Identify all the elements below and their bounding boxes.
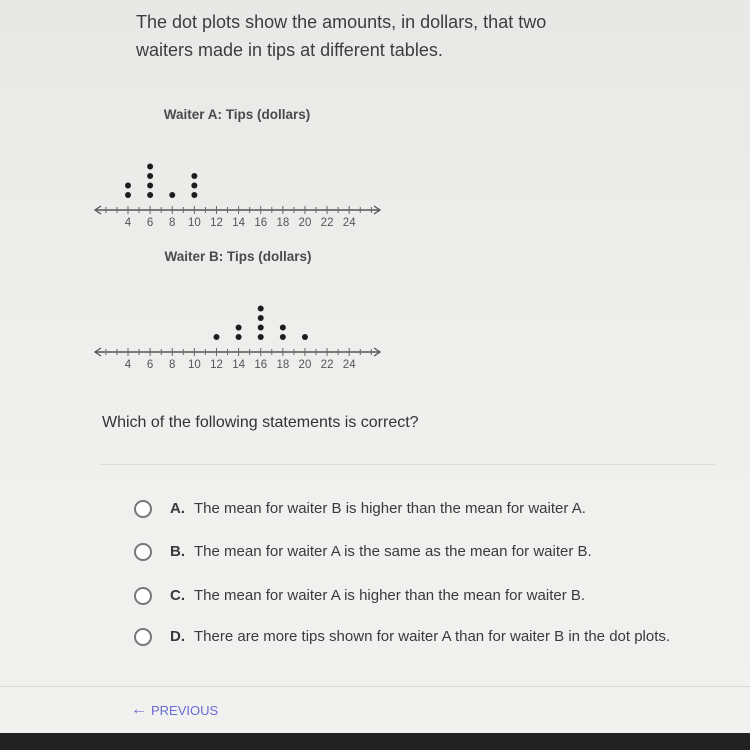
choice-text-d: There are more tips shown for waiter A than for waiter B in the dot plots. — [194, 628, 671, 645]
choice-text-b: The mean for waiter A is the same as the mean for waiter B. — [194, 543, 592, 560]
tick-label: 22 — [320, 217, 334, 229]
tick-label: 16 — [254, 217, 268, 229]
tick-label: 22 — [320, 359, 334, 371]
question-text — [136, 8, 656, 64]
data-dot — [191, 173, 197, 179]
dot-plot-waiter-a — [0, 130, 750, 240]
tick-label: 8 — [169, 217, 176, 229]
tick-label: 12 — [210, 359, 223, 371]
data-dot — [147, 173, 153, 179]
data-dot — [258, 334, 264, 340]
data-dot — [169, 192, 175, 198]
tick-label: 6 — [146, 359, 154, 371]
previous-label: PREVIOUS — [151, 702, 219, 718]
footer-divider — [0, 686, 750, 687]
tick-label: 20 — [298, 359, 312, 371]
tick-label: 4 — [124, 217, 132, 229]
data-dot — [258, 306, 264, 312]
choice-letter-d: D. — [170, 628, 185, 645]
choice-letter-c: C. — [170, 587, 185, 604]
dot-plot-waiter-b — [0, 272, 750, 382]
tick-label: 10 — [187, 359, 201, 371]
choice-text-c: The mean for waiter A is higher than the mean for waiter B. — [194, 587, 586, 604]
data-dot — [302, 334, 308, 340]
radio-button-c[interactable] — [134, 587, 152, 605]
bottom-bar — [0, 733, 750, 750]
tick-label: 16 — [254, 359, 268, 371]
tick-label: 8 — [169, 359, 176, 371]
plot-a-title: Waiter A: Tips (dollars) — [163, 107, 311, 122]
data-dot — [280, 334, 286, 340]
choice-letter-b: B. — [170, 543, 185, 560]
data-dot — [236, 334, 242, 340]
data-dot — [236, 325, 242, 331]
divider — [100, 464, 715, 465]
choice-text-a: The mean for waiter B is higher than the mean for waiter A. — [194, 500, 586, 517]
radio-button-d[interactable] — [134, 628, 152, 646]
data-dot — [213, 334, 219, 340]
data-dot — [125, 183, 131, 189]
tick-label: 14 — [232, 217, 245, 229]
tick-label: 24 — [342, 359, 356, 371]
tick-label: 10 — [187, 217, 201, 229]
tick-label: 20 — [298, 217, 312, 229]
data-dot — [258, 325, 264, 331]
data-dot — [125, 192, 131, 198]
data-dot — [280, 325, 286, 331]
data-dot — [147, 164, 153, 170]
choice-a[interactable] — [134, 499, 714, 519]
previous-button[interactable] — [131, 701, 218, 719]
choice-letter-a: A. — [170, 500, 185, 517]
tick-label: 12 — [210, 217, 223, 229]
data-dot — [147, 192, 153, 198]
data-dot — [258, 315, 264, 321]
plot-b-title: Waiter B: Tips (dollars) — [164, 249, 312, 264]
radio-button-b[interactable] — [134, 543, 152, 561]
question-line-1: The dot plots show the amounts, in dollars, that two — [136, 12, 547, 32]
choice-c[interactable] — [134, 586, 714, 606]
tick-label: 14 — [232, 359, 245, 371]
choice-b[interactable] — [134, 542, 714, 562]
tick-label: 18 — [276, 217, 290, 229]
arrow-left-icon: ← — [131, 701, 147, 718]
tick-label: 4 — [124, 359, 132, 371]
question-line-2: waiters made in tips at different tables. — [136, 40, 443, 60]
tick-label: 6 — [146, 217, 154, 229]
data-dot — [191, 192, 197, 198]
tick-label: 18 — [276, 359, 290, 371]
data-dot — [147, 183, 153, 189]
question-prompt: Which of the following statements is correct? — [102, 414, 419, 431]
tick-label: 24 — [342, 217, 356, 229]
choice-d[interactable] — [134, 627, 714, 647]
radio-button-a[interactable] — [134, 500, 152, 518]
data-dot — [191, 183, 197, 189]
